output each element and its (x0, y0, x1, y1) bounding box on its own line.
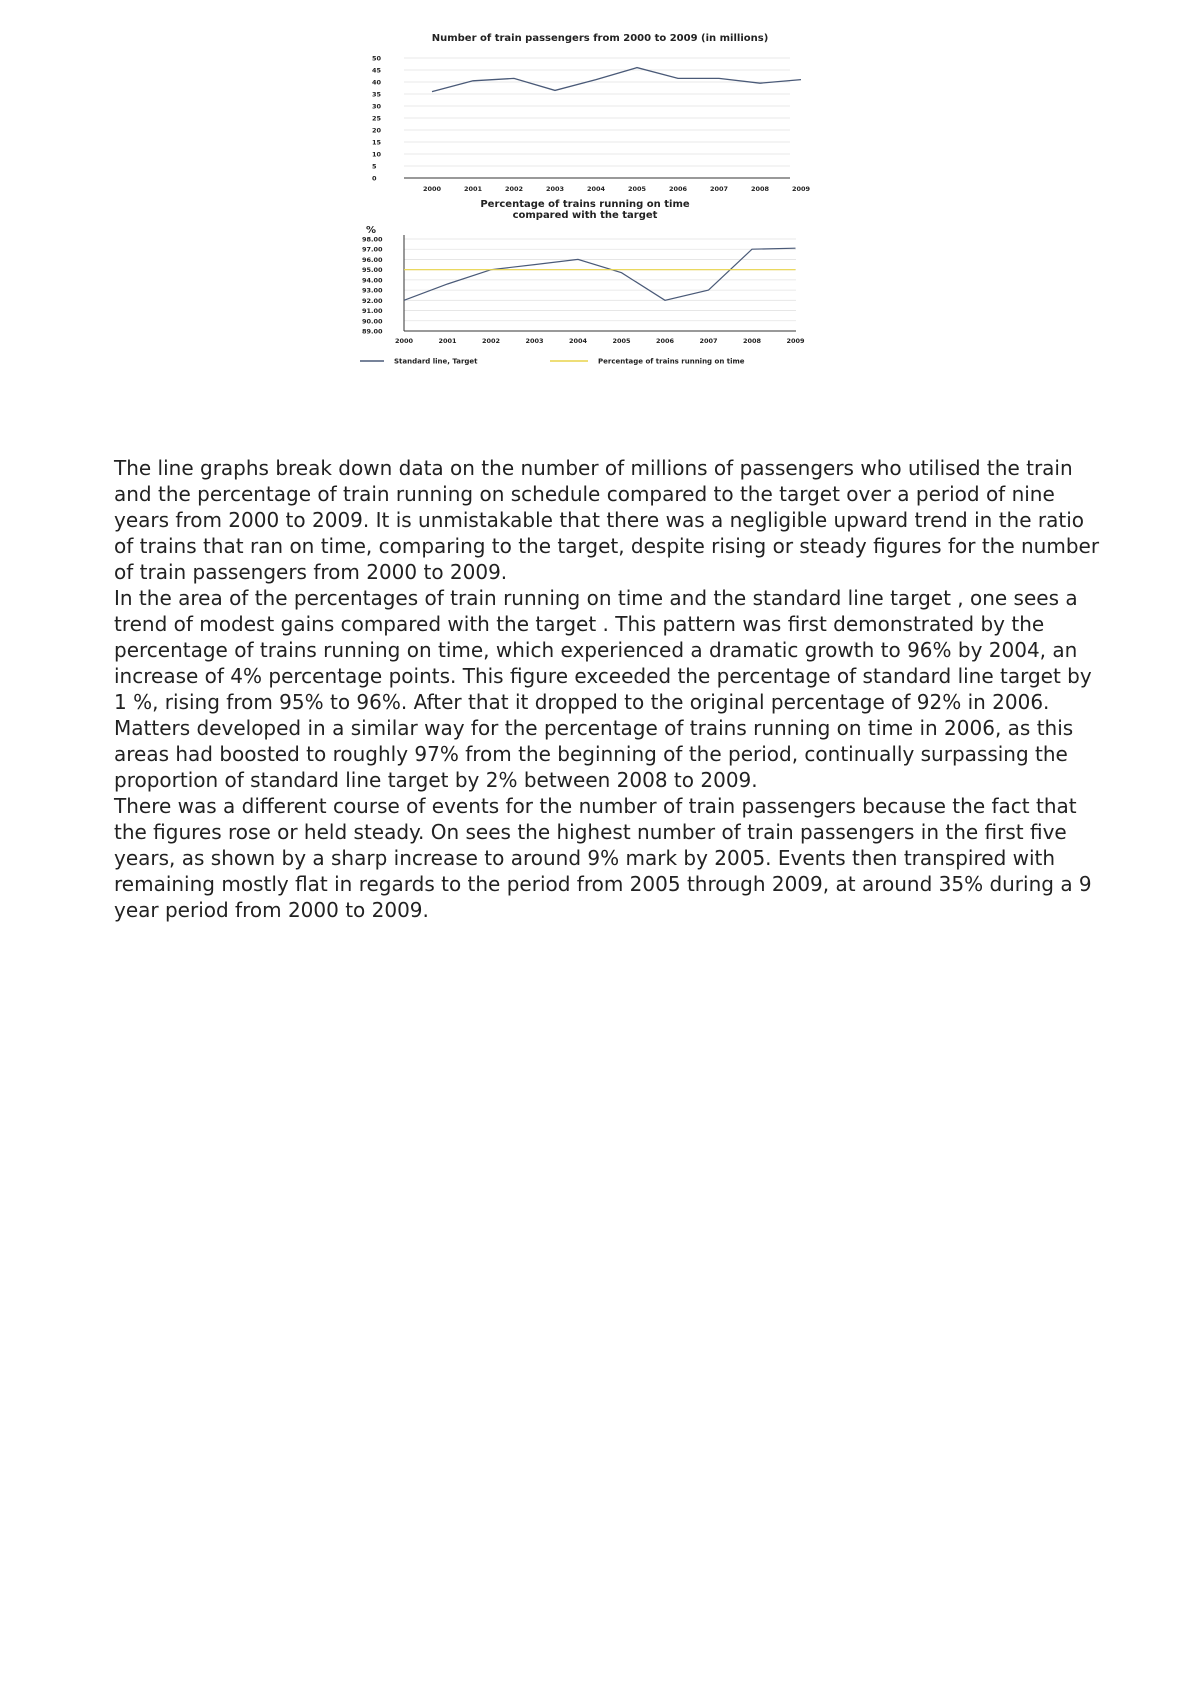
chart1-x-tick-label: 2007 (709, 185, 729, 193)
chart2-x-tick-label: 2003 (525, 337, 544, 345)
chart1-x-tick-label: 2000 (422, 185, 442, 193)
chart2-title-line-1: Percentage of trains running on time (480, 199, 690, 210)
chart2-x-tick-label: 2009 (786, 337, 805, 345)
chart2-x-tick-label: 2007 (699, 337, 718, 345)
chart2-x-tick-label: 2001 (438, 337, 457, 345)
chart2-y-tick-label: 98.00 (362, 235, 383, 244)
chart2-x-tick-label: 2008 (742, 337, 762, 345)
chart2-x-tick-label: 2006 (655, 337, 675, 345)
chart1-y-tick-label: 0 (372, 174, 377, 183)
chart2-x-tick-label: 2004 (568, 337, 588, 345)
chart1-x-tick-label: 2004 (586, 185, 606, 193)
chart1-series-line (432, 68, 801, 92)
chart2-y-tick-label: 91.00 (362, 307, 383, 316)
chart2-series-line-1 (404, 248, 796, 300)
chart1-x-tick-label: 2006 (668, 185, 688, 193)
chart1-y-tick-label: 50 (372, 54, 382, 63)
chart2-x-tick-label: 2005 (612, 337, 631, 345)
chart2-y-tick-label: 95.00 (362, 266, 383, 275)
chart1-y-tick-label: 10 (372, 150, 382, 159)
essay-paragraph-3: There was a different course of events for the number of train passengers because the fact that the figures rose or held steady. On sees the highest number of train passengers in the first five years, as shown by a sharp increase to around 9% mark by 2005. Events then transpired with remaining mostly flat in regards to the period from 2005 through 2009, at around 35% during a 9 year period from 2000 to 2009. (114, 794, 1092, 922)
chart2-y-axis-label: % (366, 225, 377, 236)
chart2-x-tick-label: 2000 (394, 337, 414, 345)
chart1-y-tick-label: 20 (372, 126, 382, 135)
chart1-x-tick-label: 2001 (463, 185, 483, 193)
essay-text (114, 455, 1104, 923)
chart1-y-tick-label: 45 (372, 66, 382, 75)
chart2-y-tick-label: 89.00 (362, 327, 383, 336)
essay-paragraph-1: The line graphs break down data on the number of millions of passengers who utilised the train and the percentage of train running on schedule compared to the target over a period of nine years from 2000 to 2009. It is unmistakable that there was a negligible upward trend in the ratio of trains that ran on time, comparing to the target, despite rising or steady figures for the number of train passengers from 2000 to 2009. (114, 456, 1100, 584)
chart1-x-tick-label: 2002 (504, 185, 524, 193)
chart2-title-line-2: compared with the target (512, 210, 658, 221)
chart1-y-tick-label: 15 (372, 138, 382, 147)
charts-figure (360, 26, 900, 410)
charts-svg (360, 26, 900, 410)
chart1-title: Number of train passengers from 2000 to 2009 (in millions) (431, 33, 769, 44)
chart2-y-tick-label: 96.00 (362, 255, 383, 264)
chart2-y-tick-label: 94.00 (362, 276, 383, 285)
chart2-x-tick-label: 2002 (481, 337, 501, 345)
chart2-y-tick-label: 97.00 (362, 245, 383, 254)
chart2-y-tick-label: 93.00 (362, 286, 383, 295)
chart2-y-tick-label: 92.00 (362, 296, 383, 305)
chart1-y-tick-label: 25 (372, 114, 382, 123)
chart1-x-tick-label: 2003 (545, 185, 565, 193)
chart1-y-tick-label: 40 (372, 78, 382, 87)
chart1-y-tick-label: 35 (372, 90, 382, 99)
essay-paragraph-2: In the area of the percentages of train running on time and the standard line target , one sees a trend of modest gains compared with the target . This pattern was first demonstrated by the percentage of trains running on time, which experienced a dramatic growth to 96% by 2004, an increase of 4% percentage points. This figure exceeded the percentage of standard line target by 1 %, rising from 95% to 96%. After that it dropped to the original percentage of 92% in 2006. Matters developed in a similar way for the percentage of trains running on time in 2006, as this areas had boosted to roughly 97% from the beginning of the period, continually surpassing the proportion of standard line target by 2% between 2008 to 2009. (114, 586, 1092, 792)
chart2-y-tick-label: 90.00 (362, 317, 383, 326)
chart2-legend-label-1: Standard line, Target (394, 357, 478, 366)
chart1-y-tick-label: 5 (372, 162, 377, 171)
chart2-legend-label-2: Percentage of trains running on time (598, 357, 745, 366)
chart1-x-tick-label: 2009 (791, 185, 811, 193)
chart1-x-tick-label: 2008 (750, 185, 770, 193)
chart1-x-tick-label: 2005 (627, 185, 647, 193)
chart1-y-tick-label: 30 (372, 102, 382, 111)
